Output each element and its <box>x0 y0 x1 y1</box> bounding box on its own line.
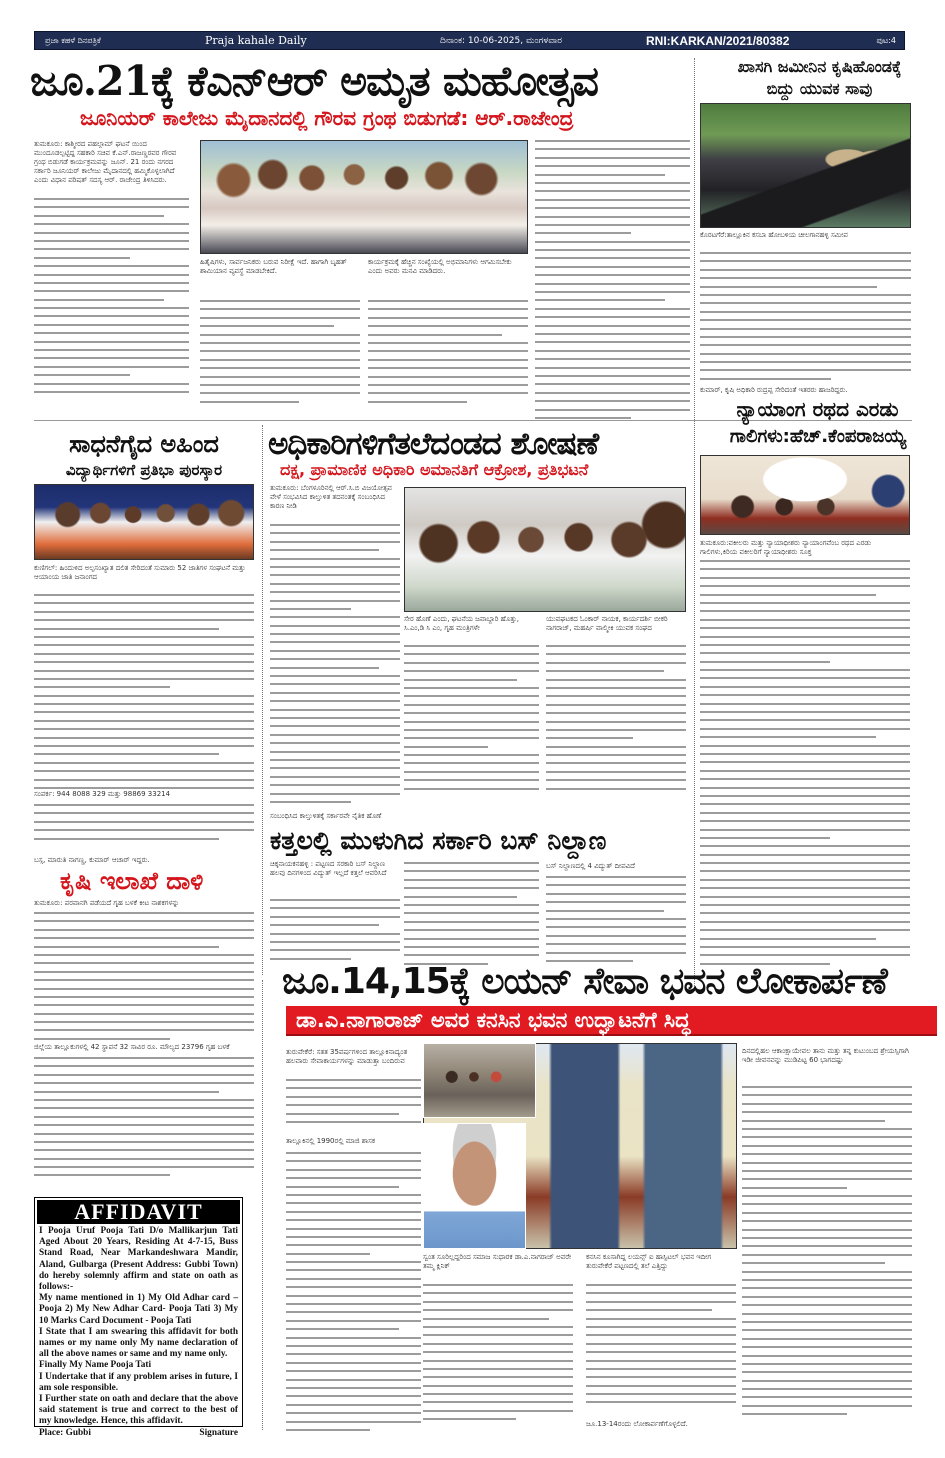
side-top-headline-2: ಬಿದ್ದು ಯುವಕ ಸಾವು <box>766 79 873 98</box>
affidavit-box <box>34 1197 243 1438</box>
lead-story-column-1 <box>34 140 189 410</box>
agri-figures: ಜಿಲ್ಲೆಯ ತಾಲ್ಲೂಕುಗಳಲ್ಲಿ 42 ಸ್ಥಾಪನೆ 32 ಸಾವಿರ ರೂ. ಮೌಲ್ಯದ 23796 ಗೃಹ ಬಳಕೆ <box>34 1043 230 1051</box>
agri-column-2 <box>34 1057 254 1187</box>
officer-headline: ಅಧಿಕಾರಿಗಳಿಗೆತಲೆದಂಡದ ಶೋಷಣೆ <box>268 426 599 462</box>
court-headline-1: ನ್ಯಾಯಾಂಗ ರಥದ ಎರಡು <box>736 397 899 421</box>
officer-lede: ತುಮಕೂರು: ಬೆಂಗಳೂರಿನಲ್ಲಿ ಆರ್.ಸಿ.ಬಿ ವಿಜಯೋತ್ಸವ ವೇಳೆ ಸಂಭವಿಸಿದ ಕಾಲ್ತುಳಿತ ತದನಂತಕ್ಕೆ ಸಂಬಂಧಿಸಿದ ಕಾರಣ ನೀಡಿ <box>270 484 392 510</box>
bus-lede: ಚಿಕ್ಕನಾಯಕನಹಳ್ಳಿ : ಪಟ್ಟಣದ ಸರಕಾರಿ ಬಸ್ ನಿಲ್ದಾಣ ಹಲವು ದಿನಗಳಿಂದ ವಿದ್ಯುತ್ ಇಲ್ಲದೆ ಕತ್ತಲೆ ಆವರಿಸಿದೆ <box>270 860 387 877</box>
lions-column-4 <box>742 1086 912 1436</box>
affidavit-signature: Signature <box>199 1427 238 1438</box>
ahinda-closing: ಬಸ್ಸ, ಮಾರುತಿ ನಾಗಣ್ಣ, ಕುಮಾರ್ ಆಚಾರ್ ಇದ್ದರು. <box>34 856 150 864</box>
page-number: ಪುಟ:4 <box>876 35 896 45</box>
lions-column-1 <box>286 1079 421 1129</box>
bus-column-3 <box>546 876 686 971</box>
lions-headline: ಜೂ.14,15ಕ್ಕೆ ಲಯನ್ ಸೇವಾ ಭವನ ಲೋಕಾರ್ಪಣೆ <box>282 961 887 1002</box>
lions-column-1b <box>286 1152 421 1442</box>
affidavit-body <box>35 1226 242 1428</box>
officer-photo <box>404 487 686 612</box>
lead-story-column-4 <box>535 140 690 410</box>
affidavit-paragraph: My name mentioned in 1) My Old Adhar card – Pooja 2) My New Adhar Card- Pooja Tati 3) My 10 Marks Card Document - Pooja Tati <box>39 1293 238 1326</box>
affidavit-paragraph: I Further state on oath and declare that the above said statement is true and correct to the best of my knowledge. Hence, this affidavit. <box>39 1394 238 1427</box>
issue-date: ದಿನಾಂಕ: 10-06-2025, ಮಂಗಳವಾರ <box>440 35 562 46</box>
lions-column-3 <box>586 1284 736 1414</box>
court-headline-2: ಗಾಲಿಗಳು:ಹೆಚ್.ಕೆಂಪರಾಜಯ್ಯ <box>729 426 907 447</box>
lead-story-column-3 <box>368 300 528 410</box>
affidavit-title: AFFIDAVIT <box>37 1200 240 1224</box>
agri-headline: ಕೃಷಿ ಇಲಾಖೆ ದಾಳಿ <box>60 867 204 895</box>
officer-closing: ಸಂಬಂಧಿಸಿದ ಕಾಲ್ತುಳಿತಕ್ಕೆ ಸರ್ಕಾರವೇ ನೈತಿಕ ಹೊಣೆ <box>270 812 382 820</box>
ahinda-column-2 <box>34 804 254 844</box>
masthead-bar <box>34 31 905 50</box>
lions-dates: ಜೂ.13-14ರಂದು ಲೋಕಾರ್ಪಣೆಗೊಳ್ಳಲಿದೆ. <box>586 1420 688 1428</box>
bus-mid: ಬಸ್ ನಿಲ್ದಾಣದಲ್ಲಿ 4 ವಿದ್ಯುತ್ ದೀಪವಿದೆ <box>546 862 635 870</box>
affidavit-paragraph: I Undertake that if any problem arises in future, I am sole responsible. <box>39 1371 238 1393</box>
affidavit-paragraph: I Pooja Uruf Pooja Tati D/o Mallikarjun Tati Aged About 20 Years, Residing At 4-7-15, Buss Stand Road, Near Markandeshwara Mandir, Aland, Gulbarga (Present Address: Gubbi Town) do hereby solemnly affirm and state on oath as follows:- <box>39 1226 238 1293</box>
side-top-closing: ಕುಮಾರ್, ಕೃಷಿ ಅಧಿಕಾರಿ ರುದ್ರಪ್ಪ ಸೇರಿದಂತೆ ಇತರರು ಹಾಜರಿದ್ದರು. <box>700 386 848 394</box>
masthead-left-label: ಪ್ರಜಾ ಕಹಳೆ ದಿನಪತ್ರಿಕೆ <box>45 35 101 45</box>
lions-red-band: ಡಾ.ಎ.ನಾಗಾರಾಜ್ ಅವರ ಕನಸಿನ ಭವನ ಉದ್ಘಾಟನೆಗೆ ಸಿದ್ಧ <box>286 1006 937 1036</box>
lead-photo-caption-left: ಹಿತೈಷಿಗಳು, ಸಾರ್ವಜನಿಕರು ಬರುವ ನಿರೀಕ್ಷೆ ಇದೆ. ಹಾಗಾಗಿ ಬೃಹತ್ ಶಾಮಿಯಾನ ವ್ಯವಸ್ಥೆ ಮಾಡಬೇಕಿದೆ. <box>200 258 347 275</box>
affidavit-place: Place: Gubbi <box>39 1427 91 1438</box>
court-photo <box>700 455 910 535</box>
lead-story-column-2 <box>200 300 360 410</box>
ahinda-subheadline: ವಿದ್ಯಾರ್ಥಿಗಳಿಗೆ ಪ್ರತಿಭಾ ಪುರಸ್ಕಾರ <box>65 461 223 479</box>
officer-column-1 <box>270 524 400 804</box>
court-column <box>700 560 910 980</box>
lions-right-col-lede: ದಿನದಲ್ಲಿಹಲ ಆಕಾಂಕ್ಷಾಯೇವಲ ತಾನು ಮತ್ತು ತನ್ನ ಕುಟುಂಬದ ಶ್ರೇಯಸ್ಸಿಗಾಗಿ ಇಡೀ ಜೀವನವನ್ನು ಮುಡಿಪಿಟ್ಟ 60 ಭಾಗದಷ್ಟು <box>742 1047 909 1064</box>
side-top-headline-1: ಖಾಸಗಿ ಜಮೀನಿನ ಕೃಷಿಹೊಂಡಕ್ಕೆ <box>737 57 902 76</box>
lions-lede: ತುರುವೇಕೆರೆ: ಸತತ 35ವರ್ಷಗಳಿಂದ ತಾಲ್ಲೂಕಿನಾದ್ಯಂತ ಹಲವಾರು ಸೇವಾಕಾರ್ಯಗಳನ್ನು ಮಾಡುತ್ತಾ ಬಂದಿರುವ <box>286 1048 408 1065</box>
lions-portrait-photo <box>423 1123 526 1249</box>
bus-headline: ಕತ್ತಲಲ್ಲಿ ಮುಳುಗಿದ ಸರ್ಕಾರಿ ಬಸ್ ನಿಲ್ದಾಣ <box>270 826 607 855</box>
officer-caption-col2: ಸೇರ ಹೊಣೆ ಎಂದು, ಘಟನೆಯ ಜವಾಬ್ದಾರಿ ಹೊತ್ತು, ಸಿ.ಎಂ,ಡಿ ಸಿ ಎಂ, ಗೃಹ ಮಂತ್ರಿಗಳೇ <box>404 615 519 632</box>
lead-story-lede: ತುಮಕೂರು: ಕಾಶ್ಮೀರದ ಪಹಲ್ಗಾಮ್ ಘಟನೆ ಯಿಂದ ಮುಂದೂಡಲ್ಪಟ್ಟಿದ್ದ ಸಹಕಾರಿ ಸಚಿವ ಕೆ.ಎನ್.ರಾಜಣ್ಣರವರ ಗೌರವ ಗ್ರಂಥ ಬಿಡುಗಡೆ ಕಾರ್ಯಕ್ರಮವನ್ನು ಜೂನ್. 21 ರಂದು ನಗರದ ಸರ್ಕಾರಿ ಜೂನಿಯರ್ ಕಾಲೇಜು ಮೈದಾನದಲ್ಲಿ ಹಮ್ಮಿಕೊಳ್ಳಲಾಗಿದೆ ಎಂದು ವಿಧಾನ ಪರಿಷತ್ ಸದಸ್ಯ ಆರ್. ರಾಜೇಂದ್ರ ತಿಳಿಸಿದರು. <box>34 140 177 184</box>
ahinda-photo <box>34 484 254 560</box>
agri-column <box>34 912 254 1042</box>
affidavit-paragraph: Finally My Name Pooja Tati <box>39 1360 152 1371</box>
officer-column-3 <box>546 645 686 805</box>
bus-column-2 <box>404 862 539 972</box>
lions-caption-right: ಕನಸಿನ ಕೂಸಾಗಿದ್ದ ಲಯನ್ಸ್ ಐ ಹಾಸ್ಪಿಟಲ್ ಭವನ ಇದೀಗ ತುರುವೇಕೆರೆ ಪಟ್ಟಣದಲ್ಲಿ ತಲೆ ಎತ್ತಿದ್ದು <box>586 1253 712 1270</box>
affidavit-paragraph: I State that I am swearing this affidavit for both names or my name only My name declaration of all the above names or same and my name only. <box>39 1326 238 1360</box>
lead-story-photo <box>200 140 528 254</box>
paper-name: Praja kahale Daily <box>205 34 307 47</box>
ahinda-column <box>34 594 254 794</box>
affidavit-footer <box>35 1428 242 1439</box>
lead-subheadline: ಜೂನಿಯರ್ ಕಾಲೇಜು ಮೈದಾನದಲ್ಲಿ ಗೌರವ ಗ್ರಂಥ ಬಿಡುಗಡೆ: ಆರ್.ರಾಜೇಂದ್ರ <box>80 106 574 130</box>
officer-caption-col3: ಯುವಘಟಕದ ಓಂಕಾರ್ ನಾಯಕ, ಕಾರ್ಯದರ್ಶಿ ಬೀಕರಿ ನಾಗರಾಜ್, ಮಹರ್ಷಿ ವಾಲ್ಮೀಕಿ ಯುವಕ ಸಂಘದ <box>546 615 668 632</box>
side-top-photo <box>700 103 911 228</box>
lead-headline: ಜೂ.21ಕ್ಕೆ ಕೆಎನ್ಆರ್ ಅಮೃತ ಮಹೋತ್ಸವ <box>30 57 598 105</box>
court-lede: ತುಮಕೂರು:ವಕೀಲರು ಮತ್ತು ನ್ಯಾಯಾಧೀಶರು ನ್ಯಾಯಾಂಗವೆಂಬ ರಥದ ಎರಡು ಗಾಲಿಗಳು,ಕಿರಿಯ ವಕೀಲರಿಗೆ ನ್ಯಾಯಾಧೀಶರು ಸೂಕ್ತ <box>700 539 872 556</box>
ahinda-lede: ಕುಣಿಗಲ್: ಹಿಂದುಳಿದ ಅಲ್ಪಸಂಖ್ಯಾತ ದಲಿತ ಸೇರಿದಂತೆ ಸುಮಾರು 52 ಜಾತಿಗಳ ಸಂಘಟನೆ ಮತ್ತು ಆಯಾಂಯ ಜಾತಿ ಜನಾಂಗದ <box>34 564 246 581</box>
ahinda-headline: ಸಾಧನೆಗೈದ ಅಹಿಂದ <box>69 430 219 458</box>
officer-subheadline: ದಕ್ಷ, ಪ್ರಾಮಾಣಿಕ ಅಧಿಕಾರಿ ಅಮಾನತಿಗೆ ಆಕ್ರೋಶ, ಪ್ರತಿಭಟನೆ <box>280 460 589 479</box>
rni-number: RNI:KARKAN/2021/80382 <box>646 33 790 48</box>
lions-year-line: ತಾಲ್ಲೂಕಿನಲ್ಲಿ 1990ರಲ್ಲಿ ಮಾಜಿ ಶಾಸಕ <box>286 1137 375 1145</box>
lions-caption-left: ಸ್ವಂತ ಸೂರಿಲ್ಲದ್ದರಿಂದ ಸಮಾಜ ಸುಧಾರಕ ಡಾ.ಎ.ನಾಗರಾಜ್ ಅವರೇ ತಮ್ಮ ಕ್ಲಿನಿಕ್ <box>423 1253 572 1270</box>
agri-lede: ತುಮಕೂರು: ಪರವಾನಗಿ ಪಡೆಯದೆ ಗೃಹ ಬಳಕೆ ಕೀಟ ನಾಶಕಗಳನ್ನು <box>34 899 180 907</box>
lead-photo-caption-right: ಕಾರ್ಯಕ್ರಮಕ್ಕೆ ಹೆಚ್ಚಿನ ಸಂಖ್ಯೆಯಲ್ಲಿ ಅಭಿಮಾನಿಗಳು ಆಗಮಿಸಬೇಕು ಎಂದು ಅವರು ಮನವಿ ಮಾಡಿದರು. <box>368 258 512 275</box>
officer-column-2 <box>404 645 539 805</box>
bus-column-1 <box>270 899 400 969</box>
ahinda-contact: ಸಂಪರ್ಕ: 944 8088 329 ಮತ್ತು 98869 33214 <box>34 790 171 798</box>
side-top-lede: ಕೊರಟಗೆರೆ:ತಾಲ್ಲೂಕಿನ ಕಸಬಾ ಹೋಬಳಿಯ ಚೀಲಗಾನಹಳ್ಳಿ ಸಮೀಪ <box>700 231 848 239</box>
side-top-column <box>700 252 911 382</box>
lions-column-2 <box>423 1284 573 1434</box>
lions-site-photo <box>423 1043 536 1118</box>
